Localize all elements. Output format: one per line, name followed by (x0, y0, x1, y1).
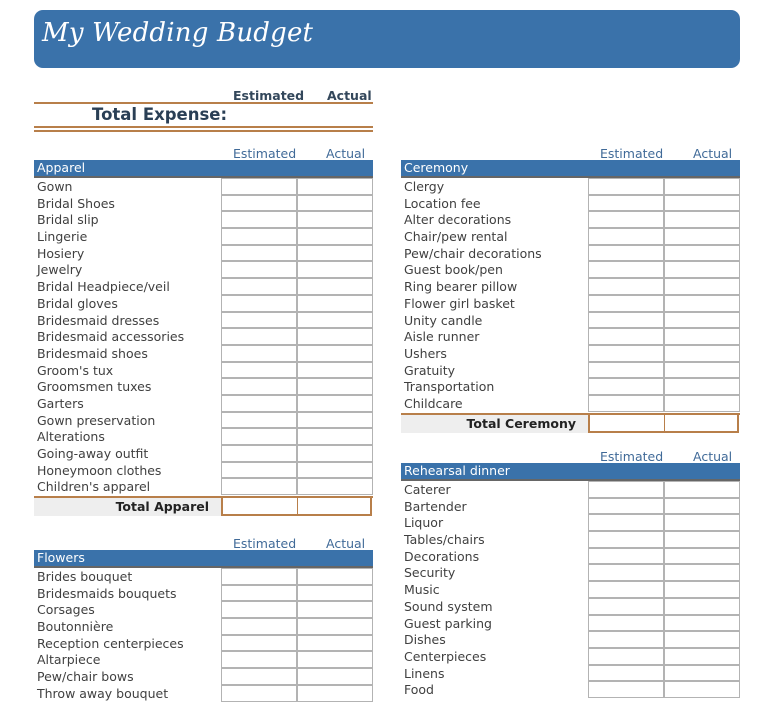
table-row (401, 564, 740, 581)
actual-input[interactable] (297, 362, 373, 379)
item-label: Tables/chairs (404, 532, 485, 548)
section-total-label: Total Apparel (34, 498, 221, 516)
estimated-input[interactable] (588, 581, 664, 598)
actual-input[interactable] (297, 651, 373, 668)
actual-input[interactable] (664, 395, 740, 412)
column-header (401, 145, 740, 160)
actual-input[interactable] (664, 648, 740, 665)
table-row (34, 428, 373, 445)
actual-input[interactable] (297, 568, 373, 585)
item-label: Linens (404, 665, 445, 681)
table-row (401, 345, 740, 362)
actual-input[interactable] (664, 631, 740, 648)
actual-input[interactable] (664, 228, 740, 245)
table-row (34, 635, 373, 652)
table-row (401, 278, 740, 295)
item-label: Gown preservation (37, 412, 156, 428)
estimated-input[interactable] (221, 245, 297, 262)
estimated-input[interactable] (588, 295, 664, 312)
item-label: Bridesmaid accessories (37, 329, 185, 345)
item-label: Jewelry (37, 262, 83, 278)
estimated-header: Estimated (233, 536, 297, 551)
table-row (34, 278, 373, 295)
table-row (401, 295, 740, 312)
actual-input[interactable] (297, 261, 373, 278)
table-row (401, 178, 740, 195)
table-row (34, 295, 373, 312)
estimated-input[interactable] (221, 585, 297, 602)
estimated-input[interactable] (221, 295, 297, 312)
table-row (34, 668, 373, 685)
actual-input[interactable] (664, 362, 740, 379)
item-label: Honeymoon clothes (37, 462, 162, 478)
estimated-input[interactable] (221, 445, 297, 462)
total-expense-label: Total Expense: (92, 105, 228, 124)
item-label: Music (404, 582, 440, 598)
item-label: Sound system (404, 598, 493, 614)
estimated-input[interactable] (588, 228, 664, 245)
table-row (34, 362, 373, 379)
item-label: Security (404, 565, 456, 581)
table-row (401, 631, 740, 648)
table-row (34, 328, 373, 345)
item-label: Guest book/pen (404, 262, 503, 278)
table-row (34, 618, 373, 635)
estimated-input[interactable] (221, 428, 297, 445)
item-label: Bridesmaid shoes (37, 345, 148, 361)
estimated-input[interactable] (588, 548, 664, 565)
actual-input[interactable] (664, 581, 740, 598)
actual-input[interactable] (297, 211, 373, 228)
estimated-input[interactable] (221, 618, 297, 635)
estimated-input[interactable] (221, 568, 297, 585)
section-title: Flowers (34, 550, 373, 568)
summary-estimated-header: Estimated (233, 88, 305, 103)
table-row (401, 261, 740, 278)
actual-input[interactable] (297, 312, 373, 329)
actual-input[interactable] (664, 481, 740, 498)
apparel-section (34, 145, 373, 517)
item-label: Garters (37, 395, 84, 411)
table-row (401, 615, 740, 632)
actual-input[interactable] (297, 278, 373, 295)
table-row (401, 531, 740, 548)
item-label: Flower girl basket (404, 295, 515, 311)
item-label: Altarpiece (37, 652, 101, 668)
item-label: Ushers (404, 345, 447, 361)
table-row (34, 312, 373, 329)
section-total-row (401, 413, 740, 434)
section-total-label: Total Ceremony (401, 415, 588, 433)
item-label: Hosiery (37, 245, 85, 261)
estimated-input[interactable] (588, 481, 664, 498)
item-label: Going-away outfit (37, 446, 149, 461)
table-row (401, 498, 740, 515)
actual-input[interactable] (664, 245, 740, 262)
actual-input[interactable] (664, 312, 740, 329)
column-header (401, 448, 740, 463)
title-banner (34, 10, 740, 68)
item-label: Bartender (404, 498, 467, 514)
table-row (401, 648, 740, 665)
actual-input[interactable] (664, 548, 740, 565)
estimated-input[interactable] (221, 601, 297, 618)
table-row (34, 585, 373, 602)
actual-input[interactable] (664, 514, 740, 531)
estimated-input[interactable] (588, 261, 664, 278)
estimated-input[interactable] (221, 312, 297, 329)
table-row (34, 178, 373, 195)
actual-input[interactable] (297, 228, 373, 245)
item-label: Reception centerpieces (37, 635, 184, 651)
actual-input[interactable] (297, 618, 373, 635)
column-header (34, 145, 373, 160)
item-label: Childcare (404, 395, 463, 411)
table-row (401, 598, 740, 615)
estimated-input[interactable] (588, 245, 664, 262)
item-label: Aisle runner (404, 329, 480, 345)
table-row (34, 211, 373, 228)
actual-input[interactable] (664, 328, 740, 345)
estimated-input[interactable] (588, 648, 664, 665)
actual-input[interactable] (297, 478, 373, 495)
table-row (401, 211, 740, 228)
estimated-input[interactable] (588, 178, 664, 195)
actual-input[interactable] (664, 665, 740, 682)
estimated-input[interactable] (588, 598, 664, 615)
item-label: Alter decorations (404, 212, 512, 228)
table-row (34, 412, 373, 429)
item-label: Caterer (404, 482, 451, 497)
table-row (401, 548, 740, 565)
actual-input[interactable] (297, 635, 373, 652)
actual-input[interactable] (297, 428, 373, 445)
estimated-input[interactable] (221, 462, 297, 479)
item-label: Lingerie (37, 229, 88, 245)
item-label: Bridal Shoes (37, 195, 115, 211)
actual-input[interactable] (664, 345, 740, 362)
estimated-input[interactable] (588, 514, 664, 531)
actual-input[interactable] (664, 598, 740, 615)
item-label: Groomsmen tuxes (37, 379, 152, 395)
estimated-input[interactable] (588, 395, 664, 412)
total-actual-cell[interactable] (664, 415, 739, 433)
estimated-input[interactable] (588, 195, 664, 212)
estimated-header: Estimated (233, 146, 297, 161)
table-row (401, 481, 740, 498)
table-row (34, 445, 373, 462)
column-header (34, 535, 373, 550)
actual-input[interactable] (664, 378, 740, 395)
actual-input[interactable] (297, 445, 373, 462)
estimated-input[interactable] (588, 211, 664, 228)
table-row (401, 378, 740, 395)
estimated-input[interactable] (221, 278, 297, 295)
item-label: Bridal gloves (37, 295, 118, 311)
estimated-input[interactable] (588, 312, 664, 329)
estimated-input[interactable] (221, 478, 297, 495)
item-label: Centerpieces (404, 648, 487, 664)
item-label: Liquor (404, 515, 444, 531)
estimated-input[interactable] (588, 345, 664, 362)
estimated-input[interactable] (588, 631, 664, 648)
actual-input[interactable] (664, 261, 740, 278)
table-row (401, 681, 740, 698)
item-label: Boutonnière (37, 619, 114, 635)
table-row (34, 245, 373, 262)
item-label: Bridesmaid dresses (37, 312, 160, 328)
actual-header: Actual (326, 146, 366, 161)
estimated-input[interactable] (221, 635, 297, 652)
item-label: Throw away bouquet (37, 685, 169, 701)
item-label: Bridal slip (37, 212, 99, 228)
estimated-input[interactable] (221, 412, 297, 429)
table-row (401, 228, 740, 245)
actual-input[interactable] (297, 601, 373, 618)
table-row (34, 601, 373, 618)
total-expense-row (34, 104, 373, 126)
total-estimated-cell[interactable] (221, 498, 298, 516)
actual-input[interactable] (297, 378, 373, 395)
item-label: Clergy (404, 179, 445, 194)
table-row (34, 651, 373, 668)
table-row (34, 568, 373, 585)
estimated-input[interactable] (588, 681, 664, 698)
estimated-input[interactable] (221, 685, 297, 702)
table-row (401, 245, 740, 262)
table-row (34, 345, 373, 362)
actual-input[interactable] (297, 585, 373, 602)
table-row (34, 685, 373, 702)
summary-actual-header: Actual (327, 88, 372, 103)
item-label: Gratuity (404, 362, 456, 378)
estimated-header: Estimated (600, 449, 664, 464)
item-label: Pew/chair bows (37, 669, 134, 685)
actual-input[interactable] (664, 211, 740, 228)
total-actual-cell[interactable] (297, 498, 372, 516)
actual-input[interactable] (297, 295, 373, 312)
estimated-input[interactable] (588, 564, 664, 581)
total-expense-summary (34, 86, 373, 132)
item-label: Food (404, 682, 434, 698)
actual-input[interactable] (297, 462, 373, 479)
flowers-section (34, 535, 373, 702)
item-label: Pew/chair decorations (404, 245, 542, 261)
section-title: Ceremony (401, 160, 740, 178)
table-row (34, 195, 373, 212)
actual-input[interactable] (664, 615, 740, 632)
estimated-input[interactable] (221, 668, 297, 685)
item-label: Children's apparel (37, 479, 151, 495)
item-label: Guest parking (404, 615, 492, 631)
actual-input[interactable] (664, 498, 740, 515)
table-row (401, 514, 740, 531)
actual-input[interactable] (297, 178, 373, 195)
actual-input[interactable] (297, 328, 373, 345)
actual-header: Actual (693, 146, 733, 161)
item-label: Corsages (37, 602, 95, 618)
item-label: Transportation (404, 379, 495, 395)
item-label: Groom's tux (37, 362, 114, 378)
table-row (401, 665, 740, 682)
item-label: Bridesmaids bouquets (37, 585, 177, 601)
estimated-input[interactable] (588, 665, 664, 682)
ceremony-section (401, 145, 740, 434)
estimated-input[interactable] (588, 278, 664, 295)
table-row (401, 395, 740, 412)
total-estimated-cell[interactable] (588, 415, 665, 433)
actual-input[interactable] (664, 531, 740, 548)
actual-input[interactable] (297, 395, 373, 412)
estimated-input[interactable] (221, 395, 297, 412)
estimated-input[interactable] (221, 328, 297, 345)
table-row (401, 362, 740, 379)
page-title: My Wedding Budget (42, 18, 314, 48)
actual-input[interactable] (664, 278, 740, 295)
actual-input[interactable] (664, 178, 740, 195)
actual-input[interactable] (664, 681, 740, 698)
estimated-input[interactable] (588, 498, 664, 515)
estimated-input[interactable] (221, 195, 297, 212)
table-row (34, 228, 373, 245)
estimated-input[interactable] (588, 328, 664, 345)
table-row (34, 261, 373, 278)
item-label: Alterations (37, 429, 105, 445)
section-title: Rehearsal dinner (401, 463, 740, 481)
estimated-input[interactable] (221, 345, 297, 362)
table-row (34, 478, 373, 495)
estimated-input[interactable] (221, 378, 297, 395)
estimated-input[interactable] (221, 178, 297, 195)
item-label: Dishes (404, 632, 446, 648)
actual-input[interactable] (664, 564, 740, 581)
actual-input[interactable] (297, 685, 373, 702)
table-row (401, 581, 740, 598)
actual-input[interactable] (664, 195, 740, 212)
section-total-row (34, 496, 373, 517)
estimated-input[interactable] (588, 615, 664, 632)
item-label: Decorations (404, 548, 480, 564)
summary-header (34, 86, 373, 102)
estimated-input[interactable] (588, 378, 664, 395)
summary-bottom-rule (34, 126, 373, 132)
estimated-input[interactable] (221, 228, 297, 245)
actual-input[interactable] (297, 345, 373, 362)
item-label: Location fee (404, 195, 481, 211)
actual-input[interactable] (664, 295, 740, 312)
estimated-input[interactable] (588, 362, 664, 379)
actual-header: Actual (693, 449, 733, 464)
estimated-input[interactable] (588, 531, 664, 548)
item-label: Chair/pew rental (404, 229, 508, 245)
section-title: Apparel (34, 160, 373, 178)
estimated-input[interactable] (221, 211, 297, 228)
item-label: Unity candle (404, 312, 483, 328)
item-label: Bridal Headpiece/veil (37, 279, 170, 295)
actual-input[interactable] (297, 245, 373, 262)
estimated-input[interactable] (221, 362, 297, 379)
table-row (34, 378, 373, 395)
table-row (401, 328, 740, 345)
item-label: Brides bouquet (37, 569, 133, 584)
estimated-input[interactable] (221, 261, 297, 278)
item-label: Gown (37, 179, 73, 194)
actual-header: Actual (326, 536, 366, 551)
table-row (34, 462, 373, 479)
table-row (401, 195, 740, 212)
item-label: Ring bearer pillow (404, 279, 518, 295)
rehearsal-dinner-section (401, 448, 740, 698)
table-row (401, 312, 740, 329)
estimated-header: Estimated (600, 146, 664, 161)
actual-input[interactable] (297, 195, 373, 212)
table-row (34, 395, 373, 412)
actual-input[interactable] (297, 412, 373, 429)
actual-input[interactable] (297, 668, 373, 685)
estimated-input[interactable] (221, 651, 297, 668)
